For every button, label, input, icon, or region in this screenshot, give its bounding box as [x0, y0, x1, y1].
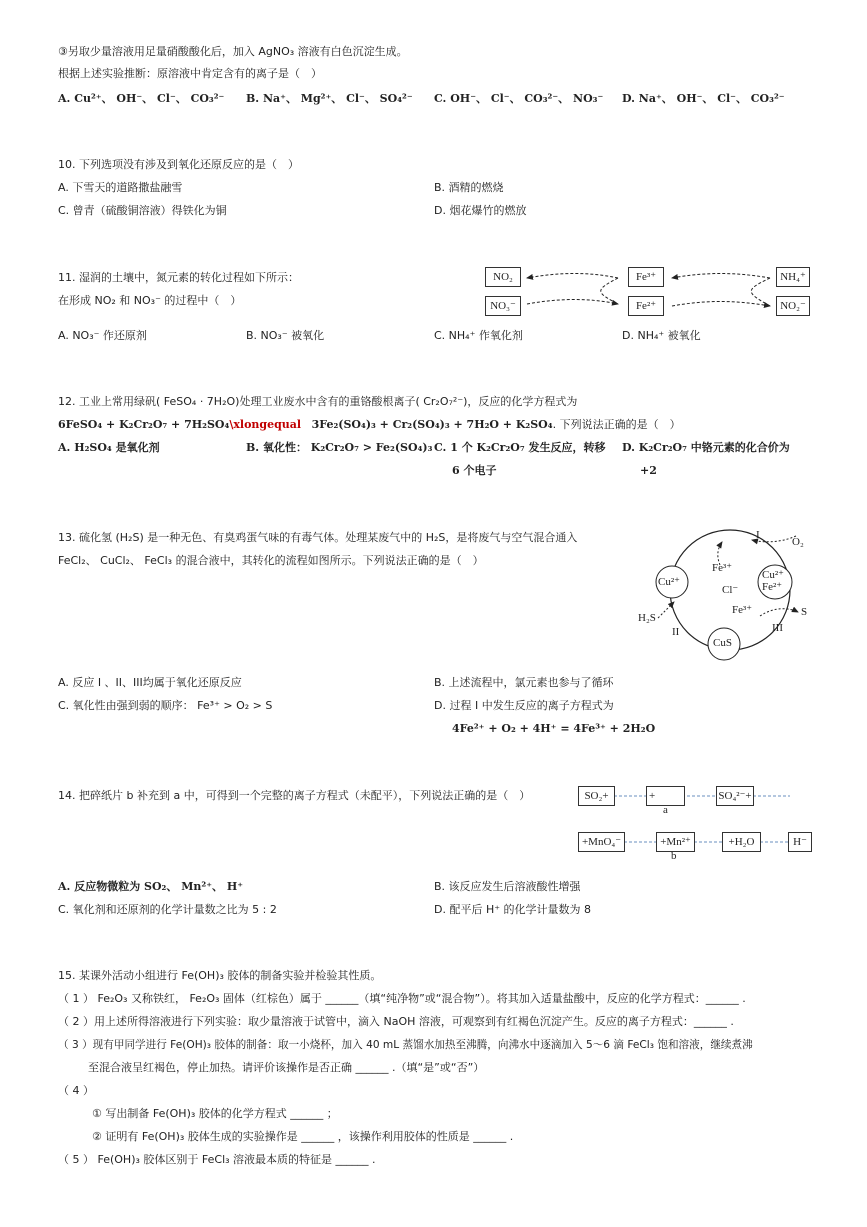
- q12-eq-right: 3Fe₂(SO₄)₃ + Cr₂(SO₄)₃ + 7H₂O + K₂SO₄: [311, 418, 553, 431]
- scrap-b-h[interactable]: H⁻: [788, 832, 812, 852]
- scrap-a-plus[interactable]: +: [646, 786, 685, 806]
- box-no2-minus: NO₂⁻: [776, 296, 810, 316]
- q12-eq-tail: . 下列说法正确的是（ ）: [552, 418, 681, 431]
- q11-option-d[interactable]: D. NH₄⁺ 被氧化: [622, 329, 701, 342]
- q12-eq-arrow: \xlongequal: [229, 418, 302, 431]
- q12-option-d-cont: +2: [640, 464, 657, 477]
- cu2-ion-label: Cu²⁺: [658, 576, 680, 588]
- q9-step3: ③另取少量溶液用足量硝酸酸化后，加入 AgNO₃ 溶液有白色沉淀生成。: [58, 45, 408, 58]
- q12-stem: 12. 工业上常用绿矾( FeSO₄ · 7H₂O)处理工业废水中含有的重铬酸根离子( Cr₂O₇²⁻)，反应的化学方程式为: [58, 395, 578, 408]
- q12-option-c[interactable]: C. 1 个 K₂Cr₂O₇ 发生反应，转移: [434, 441, 606, 454]
- q10-option-a[interactable]: A. 下雪天的道路撒盐融雪: [58, 181, 183, 194]
- q11-option-b[interactable]: B. NO₃⁻ 被氧化: [246, 329, 325, 342]
- scrap-b-h2o[interactable]: +H₂O: [722, 832, 761, 852]
- q13-option-a[interactable]: A. 反应 I 、II、III均属于氧化还原反应: [58, 676, 242, 689]
- q12-option-a[interactable]: A. H₂SO₄ 是氧化剂: [58, 441, 160, 454]
- fe3-top-label: Fe³⁺: [712, 562, 733, 574]
- q13-option-d-equation: 4Fe²⁺ + O₂ + 4H⁺ = 4Fe³⁺ + 2H₂O: [452, 722, 656, 735]
- q12-option-c-cont: 6 个电子: [452, 464, 497, 477]
- q13-option-c[interactable]: C. 氧化性由强到弱的顺序： Fe³⁺ > O₂ > S: [58, 699, 273, 712]
- q14-option-c[interactable]: C. 氧化剂和还原剂的化学计量数之比为 5 : 2: [58, 903, 277, 916]
- q11-stem-line2: 在形成 NO₂ 和 NO₃⁻ 的过程中（ ）: [58, 294, 242, 307]
- q13-stem-line1: 13. 硫化氢 (H₂S) 是一种无色、有臭鸡蛋气味的有毒气体。处理某废气中的 H₂S，是将废气与空气混合通入: [58, 531, 578, 544]
- scrap-b-mno4[interactable]: +MnO₄⁻: [578, 832, 625, 852]
- scrap-b-mn2[interactable]: +Mn²⁺: [656, 832, 695, 852]
- label-b: b: [671, 850, 677, 862]
- q15-part4: （ 4 ）: [58, 1084, 94, 1097]
- q9-option-b[interactable]: B. Na⁺、 Mg²⁺、 Cl⁻、 SO₄²⁻: [246, 92, 413, 105]
- q14-option-b[interactable]: B. 该反应发生后溶液酸性增强: [434, 880, 581, 893]
- q9-option-c[interactable]: C. OH⁻、 Cl⁻、 CO₃²⁻、 NO₃⁻: [434, 92, 604, 105]
- q12-option-d[interactable]: D. K₂Cr₂O₇ 中铬元素的化合价为: [622, 441, 790, 454]
- box-no2: NO₂: [485, 267, 521, 287]
- q9-stem: 根据上述实验推断：原溶液中肯定含有的离子是（ ）: [58, 67, 322, 80]
- q15-stem: 15. 某课外活动小组进行 Fe(OH)₃ 胶体的制备实验并检验其性质。: [58, 969, 382, 982]
- q11-option-a[interactable]: A. NO₃⁻ 作还原剂: [58, 329, 147, 342]
- q13-option-d[interactable]: D. 过程 I 中发生反应的离子方程式为: [434, 699, 614, 712]
- h2s-label: H₂S: [638, 612, 656, 624]
- q10-option-d[interactable]: D. 烟花爆竹的燃放: [434, 204, 527, 217]
- q12-eq-left: 6FeSO₄ + K₂Cr₂O₇ + 7H₂SO₄: [58, 418, 230, 431]
- cl-ion-label: Cl⁻: [722, 584, 739, 596]
- cu-fe-cu-label: Cu²⁺: [762, 569, 784, 581]
- s-label: S: [801, 606, 808, 618]
- q15-part4-sub2[interactable]: ② 证明有 Fe(OH)₃ 胶体生成的实验操作是 ______ ，该操作利用胶体的性质是 ______ .: [92, 1130, 514, 1143]
- q9-option-a[interactable]: A. Cu²⁺、 OH⁻、 Cl⁻、 CO₃²⁻: [58, 92, 225, 105]
- q15-part5[interactable]: （ 5 ） Fe(OH)₃ 胶体区别于 FeCl₃ 溶液最本质的特征是 ______ .: [58, 1153, 376, 1166]
- box-fe2: Fe²⁺: [628, 296, 664, 316]
- box-nh4: NH₄⁺: [776, 267, 810, 287]
- q15-part4-sub1[interactable]: ① 写出制备 Fe(OH)₃ 胶体的化学方程式 ______ ；: [92, 1107, 338, 1120]
- step-i-label: I: [756, 529, 760, 541]
- q14-stem: 14. 把碎纸片 b 补充到 a 中，可得到一个完整的离子方程式（未配平），下列说法正确的是（ ）: [58, 789, 531, 802]
- q14-option-d[interactable]: D. 配平后 H⁺ 的化学计量数为 8: [434, 903, 592, 916]
- label-a: a: [663, 804, 668, 816]
- q15-part3-line1: （ 3 ）现有甲同学进行 Fe(OH)₃ 胶体的制备：取一小烧杯，加入 40 mL 蒸馏水加热至沸腾，向沸水中逐滴加入 5～6 滴 FeCl₃ 饱和溶液，继续煮沸: [58, 1039, 753, 1051]
- q10-option-b[interactable]: B. 酒精的燃烧: [434, 181, 504, 194]
- fe3-low-label: Fe³⁺: [732, 604, 753, 616]
- step-iii-label: III: [772, 622, 783, 634]
- scrap-a-so2[interactable]: SO₂+: [578, 786, 615, 806]
- q9-option-d[interactable]: D. Na⁺、 OH⁻、 Cl⁻、 CO₃²⁻: [622, 92, 785, 105]
- q12-option-b[interactable]: B. 氧化性： K₂Cr₂O₇ > Fe₂(SO₄)₃: [246, 441, 433, 454]
- q13-option-b[interactable]: B. 上述流程中，氯元素也参与了循环: [434, 676, 614, 689]
- box-no3: NO₃⁻: [485, 296, 521, 316]
- q15-part1[interactable]: （ 1 ） Fe₂O₃ 又称铁红， Fe₂O₃ 固体（红棕色）属于 ______（填“纯净物”或“混合物”）。将其加入适量盐酸中，反应的化学方程式：______ .: [58, 992, 746, 1005]
- cu-fe-fe-label: Fe²⁺: [762, 581, 783, 593]
- step-ii-label: II: [672, 626, 680, 638]
- q10-stem: 10. 下列选项没有涉及到氧化还原反应的是（ ）: [58, 158, 299, 171]
- box-fe3: Fe³⁺: [628, 267, 664, 287]
- q15-part3-line2[interactable]: 至混合液呈红褐色，停止加热。请评价该操作是否正确 ______ .（填“是”或“否”）: [88, 1061, 485, 1074]
- q14-option-a[interactable]: A. 反应物微粒为 SO₂、 Mn²⁺、 H⁺: [58, 880, 244, 893]
- q13-stem-line2: FeCl₂、 CuCl₂、 FeCl₃ 的混合液中，其转化的流程如图所示。下列说法正确的是（ ）: [58, 554, 484, 567]
- q11-option-c[interactable]: C. NH₄⁺ 作氧化剂: [434, 329, 523, 342]
- cus-label: CuS: [713, 637, 732, 649]
- q11-stem-line1: 11. 湿润的土壤中，氮元素的转化过程如下所示：: [58, 271, 299, 284]
- o2-label: O₂: [792, 536, 804, 548]
- scrap-a-so4[interactable]: SO₄²⁻+: [716, 786, 754, 806]
- q10-option-c[interactable]: C. 曾青（硫酸铜溶液）得铁化为铜: [58, 204, 227, 217]
- q15-part2[interactable]: （ 2 ）用上述所得溶液进行下列实验：取少量溶液于试管中，滴入 NaOH 溶液，可观察到有红褐色沉淀产生。反应的离子方程式：______ .: [58, 1015, 734, 1028]
